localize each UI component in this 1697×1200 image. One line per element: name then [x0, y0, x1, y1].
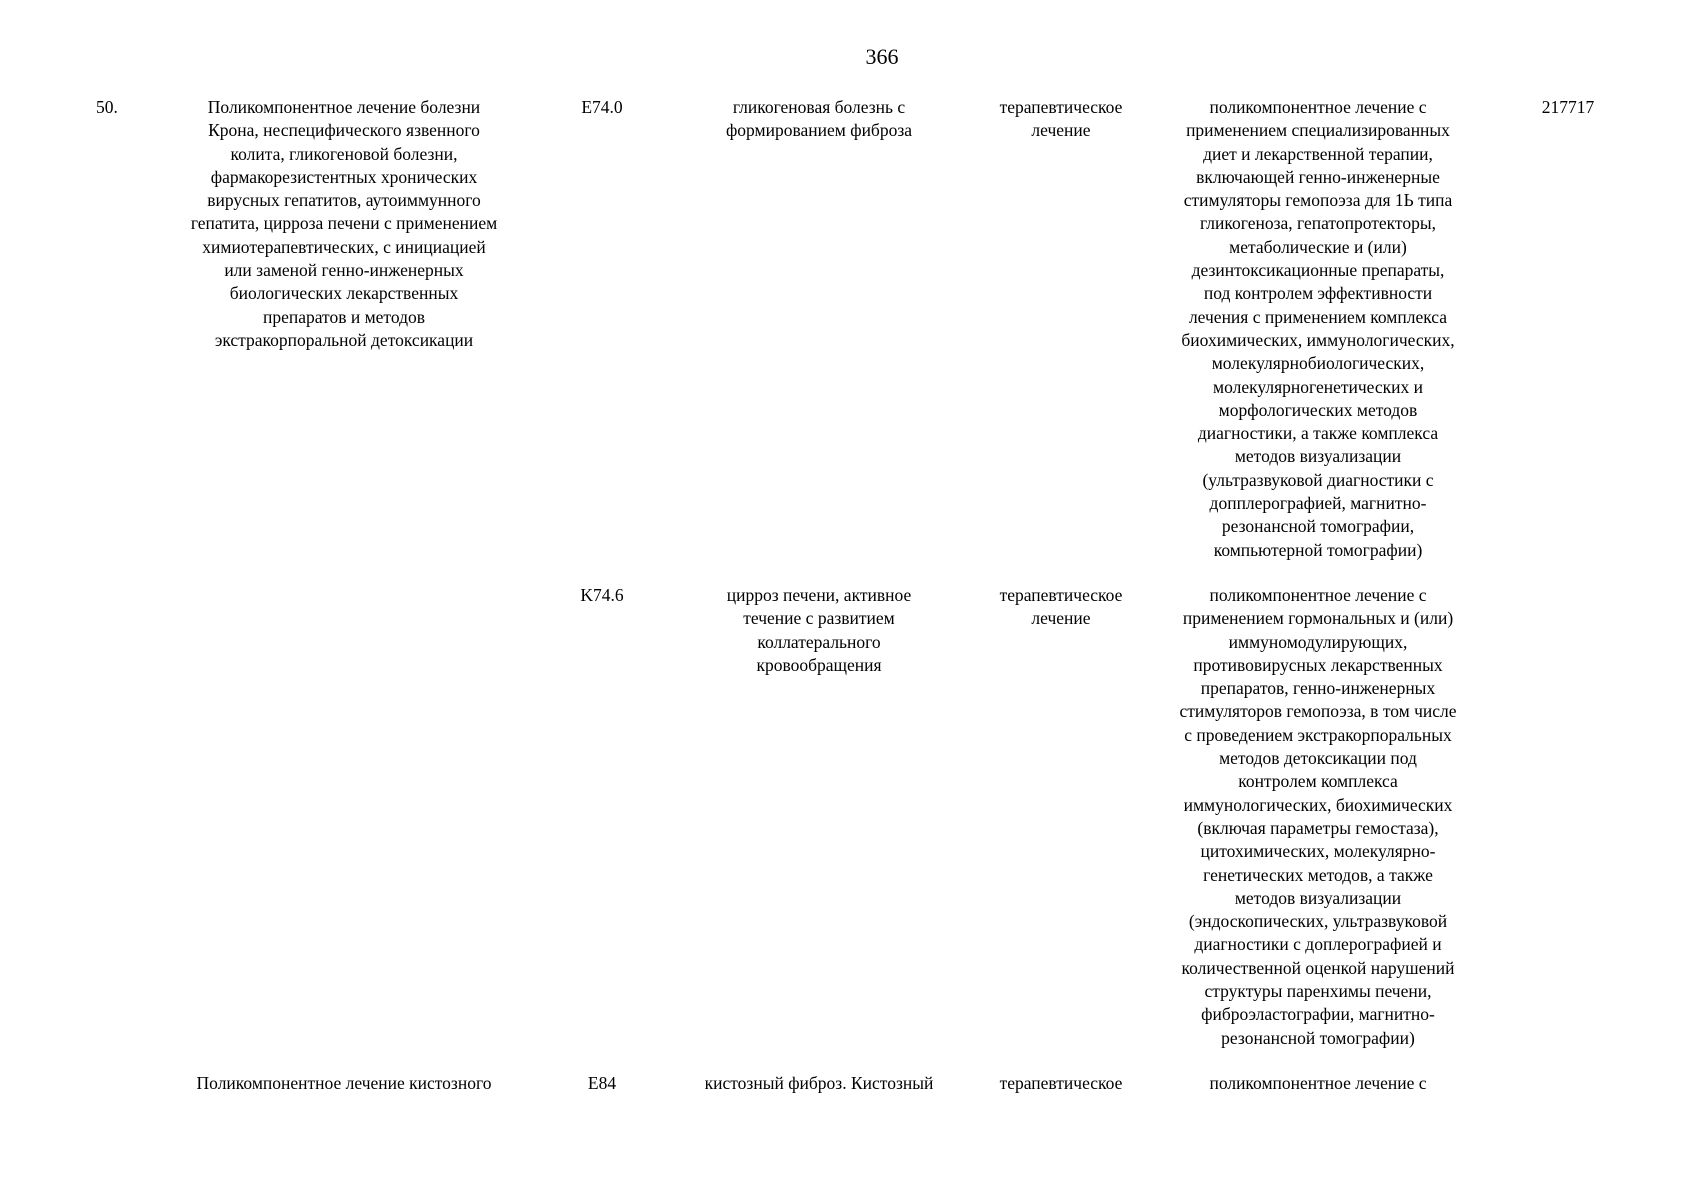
- table-row: [0, 584, 1697, 1072]
- patient-model: кистозный фиброз. Кистозный: [704, 1073, 934, 1093]
- table-row: [0, 1072, 1697, 1112]
- treatment-method: поликомпонентное лечение с применением гормональных и (или) иммуномодулирующих, противовирусных лекарственных препаратов, генно-инженерных стимуляторов гемопоэза, в том числе с проведением экстракорпоральных методов детоксикации под контролем комплекса иммунологических, биохимических (включая параметры гемостаза), цитохимических, молекулярно- генетических методов, а также методов визуализации (эндоскопических, ультразвуковой диагностики с доплерографией и количественной оценкой нарушений структуры паренхимы печени, фиброэластографии, магнитно- резонансной томографии): [1179, 585, 1457, 1048]
- treatment-table: [0, 96, 1697, 1112]
- page-number: 366: [865, 44, 899, 69]
- row-number: 50.: [96, 97, 118, 117]
- icd-code: K74.6: [580, 585, 624, 605]
- treatment-method: поликомпонентное лечение с применением специализированных диет и лекарственной терапии, включающей генно-инженерные стимуляторы гемопоэза для 1Ь типа гликогеноза, гепатопротекторы, метаболические и (или) дезинтоксикационные препараты, под контролем эффективности лечения с применением комплекса биохимических, иммунологических, молекулярнобиологических, молекулярногенетических и морфологических методов диагностики, а также комплекса методов визуализации (ультразвуковой диагностики с допплерографией, магнитно- резонансной томографии, компьютерной томографии): [1181, 97, 1455, 560]
- patient-model: цирроз печени, активное течение с развитием коллатерального кровообращения: [726, 585, 912, 675]
- patient-model: гликогеновая болезнь с формированием фиброза: [725, 97, 913, 141]
- treatment-kind: терапевтическое лечение: [999, 97, 1123, 141]
- icd-code: E74.0: [581, 97, 623, 117]
- treatment-kind: терапевтическое лечение: [999, 585, 1123, 629]
- table-row: [0, 96, 1697, 584]
- treatment-kind: терапевтическое: [999, 1073, 1123, 1093]
- icd-code: E84: [587, 1073, 617, 1093]
- norm-cost: 217717: [1541, 97, 1595, 117]
- treatment-name: Поликомпонентное лечение болезни Крона, неспецифического язвенного колита, гликогеновой болезни, фармакорезистентных хронических вирусных гепатитов, аутоиммунного гепатита, цирроза печени с применением химиотерапевтических, с инициацией или заменой генно-инженерных биологических лекарственных препаратов и методов экстракорпоральной детоксикации: [190, 97, 498, 350]
- treatment-method: поликомпонентное лечение с: [1209, 1073, 1427, 1093]
- treatment-name: Поликомпонентное лечение кистозного: [196, 1073, 492, 1093]
